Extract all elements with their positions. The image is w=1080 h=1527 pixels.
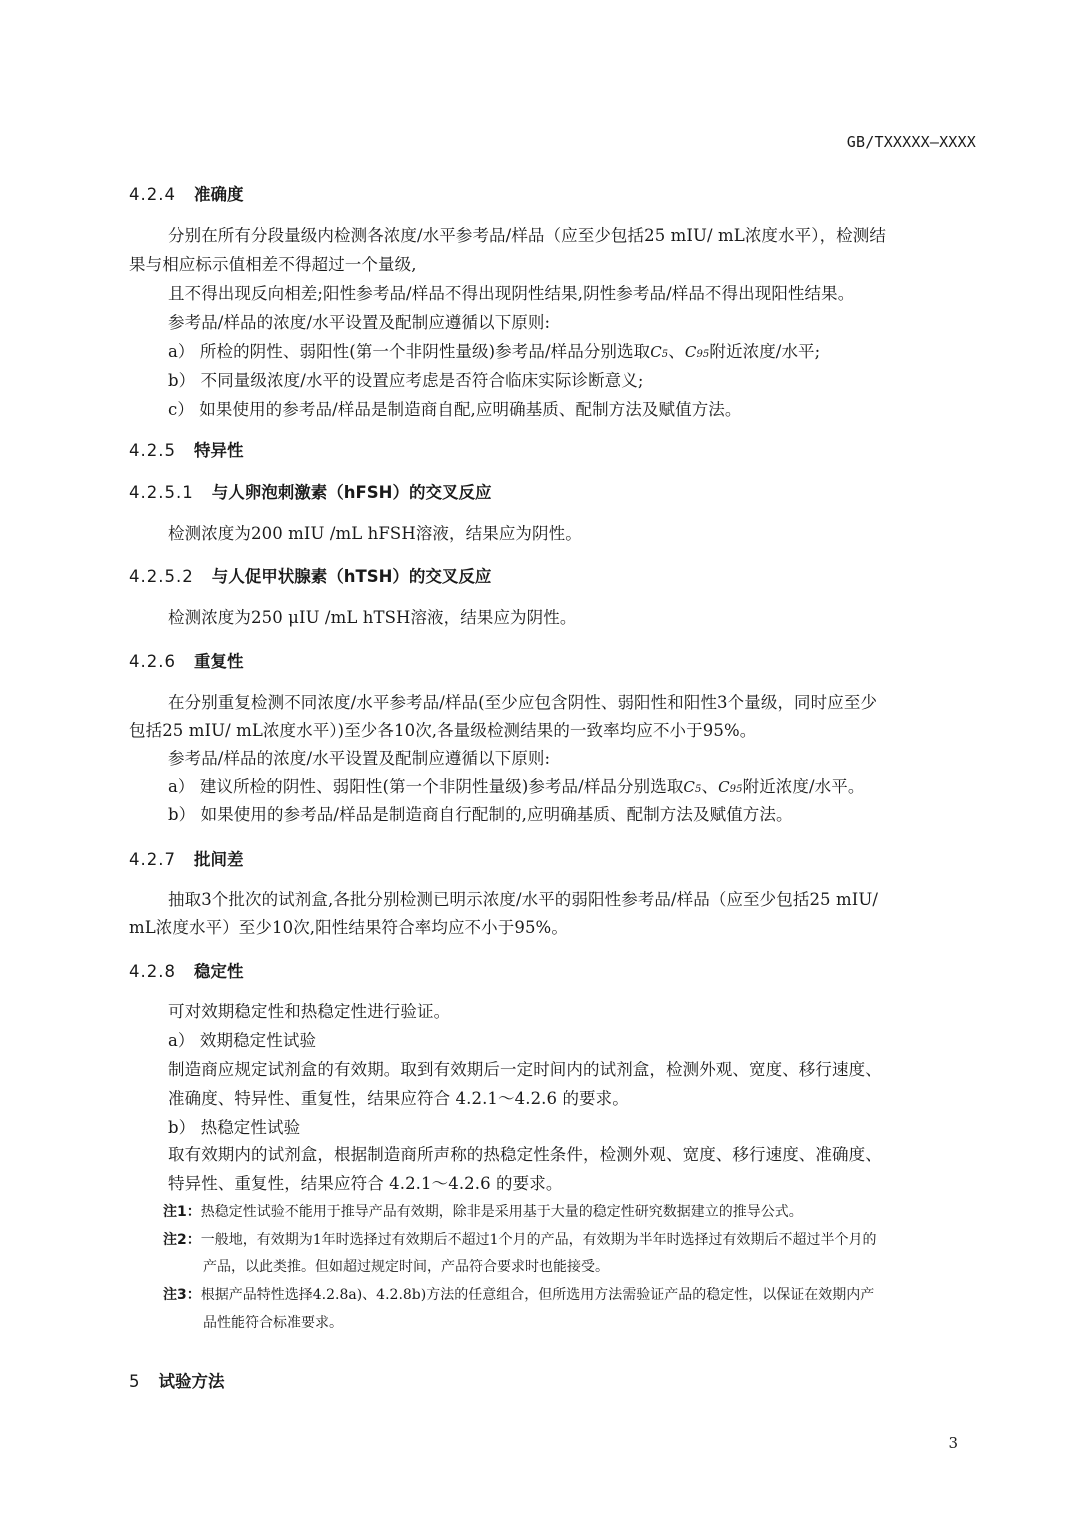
section-number: 4.2.5 <box>129 441 176 460</box>
section-number: 4.2.8 <box>129 962 176 981</box>
note-text: 一般地，有效期为1年时选择过有效期后不超过1个月的产品，有效期为半年时选择过有效期后不超过半个月的 <box>200 1232 877 1248</box>
section-title: 稳定性 <box>193 962 244 981</box>
section-number: 4.2.4 <box>129 185 176 204</box>
section-heading-4-2-4 <box>129 181 243 205</box>
note-label: 注3： <box>163 1287 201 1303</box>
list-item-text: a） 建议所检的阴性、弱阳性(第一个非阴性量级)参考品/样品分别选取 <box>168 777 684 796</box>
list-item-text: a） 所检的阴性、弱阳性(第一个非阴性量级)参考品/样品分别选取 <box>168 342 651 361</box>
subitem-title-b: b） 热稳定性试验 <box>168 1118 301 1137</box>
c5-symbol: C5 <box>650 343 669 361</box>
document-code: GB/TXXXXX—XXXX <box>846 133 976 151</box>
subitem-title-a: a） 效期稳定性试验 <box>168 1031 317 1050</box>
note-3-continuation: 品性能符合标准要求。 <box>203 1315 343 1331</box>
section-heading-4-2-8 <box>129 958 243 982</box>
paragraph-line: 准确度、特异性、重复性，结果应符合 4.2.1～4.2.6 的要求。 <box>168 1089 629 1108</box>
paragraph: 参考品/样品的浓度/水平设置及配制应遵循以下原则: <box>168 749 551 768</box>
section-heading-5 <box>129 1368 225 1392</box>
paragraph: 检测浓度为200 mIU /mL hFSH溶液，结果应为阴性。 <box>168 524 582 543</box>
section-heading-4-2-6 <box>129 648 243 672</box>
paragraph-line: 取有效期内的试剂盒，根据制造商所声称的热稳定性条件，检测外观、宽度、移行速度、准确度、 <box>168 1145 882 1164</box>
paragraph-line: 包括25 mIU/ mL浓度水平）)至少各10次,各量级检测结果的一致率均应不小于95%。 <box>129 721 757 740</box>
paragraph-line: 特异性、重复性，结果应符合 4.2.1～4.2.6 的要求。 <box>168 1174 563 1193</box>
note-2-continuation: 产品，以此类推。但如超过规定时间，产品符合要求时也能接受。 <box>203 1259 609 1275</box>
page-number: 3 <box>948 1434 958 1452</box>
section-heading-4-2-5-2 <box>129 563 491 587</box>
note-text: 热稳定性试验不能用于推导产品有效期，除非是采用基于大量的稳定性研究数据建立的推导公式。 <box>200 1204 803 1220</box>
c95-symbol: C95 <box>718 778 743 796</box>
section-title: 与人卵泡刺激素（hFSH）的交叉反应 <box>211 483 492 502</box>
section-heading-4-2-5-1 <box>129 479 491 503</box>
section-number: 4.2.5.2 <box>129 567 194 586</box>
c95-symbol: C95 <box>684 343 710 361</box>
paragraph-line: mL浓度水平）至少10次,阳性结果符合率均应不小于95%。 <box>129 918 568 937</box>
paragraph-line: 分别在所有分段量级内检测各浓度/水平参考品/样品（应至少包括25 mIU/ mL浓度水平），检测结 <box>168 226 886 245</box>
section-title: 试验方法 <box>158 1372 225 1391</box>
note-text: 根据产品特性选择4.2.8a)、4.2.8b)方法的任意组合，但所选用方法需验证产品的稳定性，以保证在效期内产 <box>200 1287 875 1303</box>
paragraph-line: 抽取3个批次的试剂盒,各批分别检测已明示浓度/水平的弱阳性参考品/样品（应至少包括25 mIU/ <box>168 890 879 909</box>
paragraph: 且不得出现反向相差;阳性参考品/样品不得出现阴性结果,阴性参考品/样品不得出现阳性结果。 <box>168 284 855 303</box>
paragraph: 可对效期稳定性和热稳定性进行验证。 <box>168 1002 451 1021</box>
section-title: 重复性 <box>193 652 244 671</box>
section-title: 准确度 <box>193 185 244 204</box>
section-number: 4.2.5.1 <box>129 483 194 502</box>
note-label: 注2： <box>163 1232 201 1248</box>
section-title: 特异性 <box>193 441 244 460</box>
list-item-c: c） 如果使用的参考品/样品是制造商自配,应明确基质、配制方法及赋值方法。 <box>168 400 742 419</box>
c5-symbol: C5 <box>683 778 702 796</box>
paragraph: 参考品/样品的浓度/水平设置及配制应遵循以下原则: <box>168 313 551 332</box>
note-3 <box>163 1284 874 1304</box>
list-item-a: a） 所检的阴性、弱阳性(第一个非阴性量级)参考品/样品分别选取C5、C95附近浓度/水平; <box>168 342 821 361</box>
list-item-b: b） 不同量级浓度/水平的设置应考虑是否符合临床实际诊断意义; <box>168 371 644 390</box>
list-item-b: b） 如果使用的参考品/样品是制造商自行配制的,应明确基质、配制方法及赋值方法。 <box>168 805 793 824</box>
section-number: 5 <box>129 1372 141 1391</box>
section-number: 4.2.6 <box>129 652 176 671</box>
section-title: 批间差 <box>193 850 244 869</box>
section-heading-4-2-5 <box>129 437 243 461</box>
section-number: 4.2.7 <box>129 850 176 869</box>
note-label: 注1： <box>163 1204 201 1220</box>
paragraph-line: 在分别重复检测不同浓度/水平参考品/样品(至少应包含阴性、弱阳性和阳性3个量级，同时应至少 <box>168 693 878 712</box>
paragraph-line: 制造商应规定试剂盒的有效期。取到有效期后一定时间内的试剂盒，检测外观、宽度、移行速度、 <box>168 1060 882 1079</box>
list-item-a: a） 建议所检的阴性、弱阳性(第一个非阴性量级)参考品/样品分别选取C5、C95附近浓度/水平。 <box>168 777 865 796</box>
paragraph: 检测浓度为250 μIU /mL hTSH溶液，结果应为阴性。 <box>168 608 577 627</box>
note-2 <box>163 1229 877 1249</box>
section-title: 与人促甲状腺素（hTSH）的交叉反应 <box>211 567 492 586</box>
section-heading-4-2-7 <box>129 846 243 870</box>
paragraph-line: 果与相应标示值相差不得超过一个量级, <box>129 255 417 274</box>
note-1 <box>163 1201 803 1221</box>
